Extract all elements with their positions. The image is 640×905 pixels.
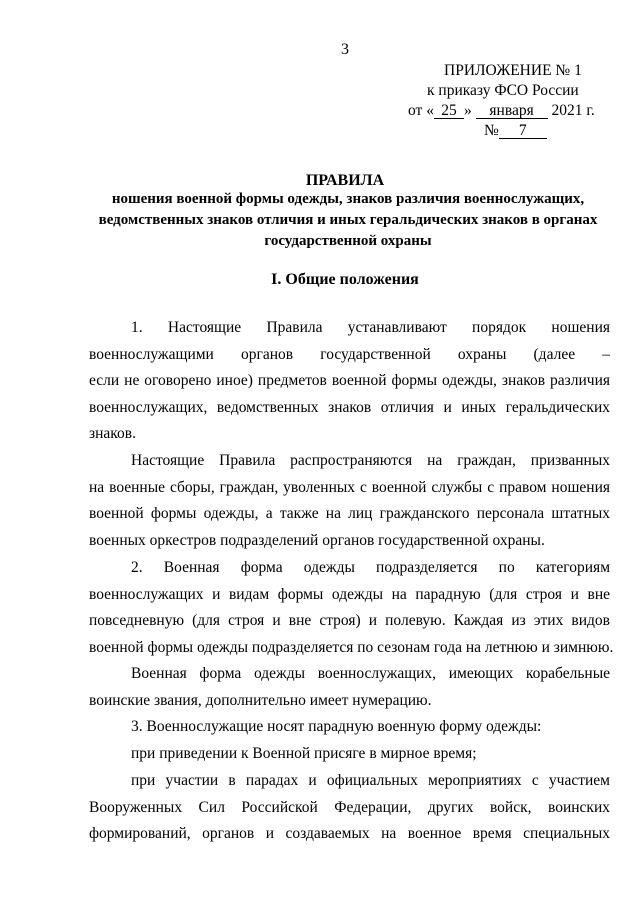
section-heading: I. Общие положения bbox=[271, 271, 419, 288]
date-day: 25 bbox=[434, 103, 464, 119]
text-line: на военные сборы, граждан, уволенных с военной службы с правом ношения bbox=[89, 478, 610, 496]
text-line: Военная форма одежды военнослужащих, имеющих корабельные bbox=[131, 665, 610, 682]
text-line: военных оркестров подразделений органов государственной охраны. bbox=[89, 531, 545, 549]
number-value: 7 bbox=[499, 123, 547, 139]
page-number: 3 bbox=[341, 41, 349, 58]
text-line: Вооруженных Сил Российской Федерации, других войск, воинских bbox=[89, 798, 610, 816]
document-title: ПРАВИЛА bbox=[305, 172, 385, 189]
subtitle-line: ведомственных знаков отличия и иных геральдических знаков в органах bbox=[98, 212, 598, 228]
date-year-suffix: г. bbox=[586, 102, 595, 119]
text-line: 1. Настоящие Правила устанавливают порядок ношения bbox=[131, 319, 610, 336]
text-line: военнослужащими органов государственной охраны (далее – bbox=[89, 345, 610, 363]
text-line: 3. Военнослужащие носят парадную военную форму одежды: bbox=[131, 718, 542, 735]
date-mid: » bbox=[463, 102, 472, 119]
text-line: формирований, органов и создаваемых на военное время специальных bbox=[89, 825, 610, 843]
number-prefix: № bbox=[484, 122, 499, 139]
text-line: если не оговорено иное) предметов военной формы одежды, знаков различия bbox=[89, 372, 610, 390]
paragraph bbox=[89, 555, 614, 661]
text-line: военной формы одежды, а также на лиц гражданского персонала штатных bbox=[89, 505, 610, 523]
appendix-date bbox=[400, 101, 620, 121]
text-line: Настоящие Правила распространяются на граждан, призванных bbox=[131, 452, 610, 469]
text-line: повседневную (для строя и вне строя) и полевую. Каждая из этих видов bbox=[89, 612, 610, 630]
text-line: воинские звания, дополнительно имеет нумерацию. bbox=[89, 691, 432, 709]
text-line: при участии в парадах и официальных мероприятиях с участием bbox=[131, 772, 610, 789]
appendix-order-ref: к приказу ФСО России bbox=[427, 82, 579, 99]
paragraph bbox=[89, 768, 610, 848]
appendix-number bbox=[400, 121, 620, 141]
text-line: военнослужащих и видам формы одежды на парадную (для строя и вне bbox=[89, 585, 610, 603]
document-subtitle bbox=[89, 189, 607, 252]
paragraph bbox=[89, 741, 610, 768]
date-year: 2021 bbox=[551, 102, 583, 119]
paragraph bbox=[89, 661, 610, 714]
paragraph bbox=[89, 714, 610, 741]
paragraph bbox=[89, 315, 610, 448]
text-line: военнослужащих, ведомственных знаков отличия и иных геральдических bbox=[89, 398, 610, 416]
date-prefix: от « bbox=[408, 102, 434, 119]
date-month: января bbox=[476, 103, 548, 119]
appendix-header bbox=[400, 61, 620, 141]
subtitle-line: ношения военной формы одежды, знаков различия военнослужащих, bbox=[111, 191, 585, 207]
text-line: 2. Военная форма одежды подразделяется по категориям bbox=[131, 559, 610, 576]
text-line: знаков. bbox=[89, 425, 136, 443]
subtitle-line: государственной охраны bbox=[264, 233, 432, 249]
text-line: при приведении к Военной присяге в мирное время; bbox=[131, 745, 477, 762]
text-line: военной формы одежды подразделяется по сезонам года на летнюю и зимнюю. bbox=[89, 638, 614, 656]
appendix-title: ПРИЛОЖЕНИЕ № 1 bbox=[444, 62, 582, 79]
paragraph bbox=[89, 448, 610, 554]
